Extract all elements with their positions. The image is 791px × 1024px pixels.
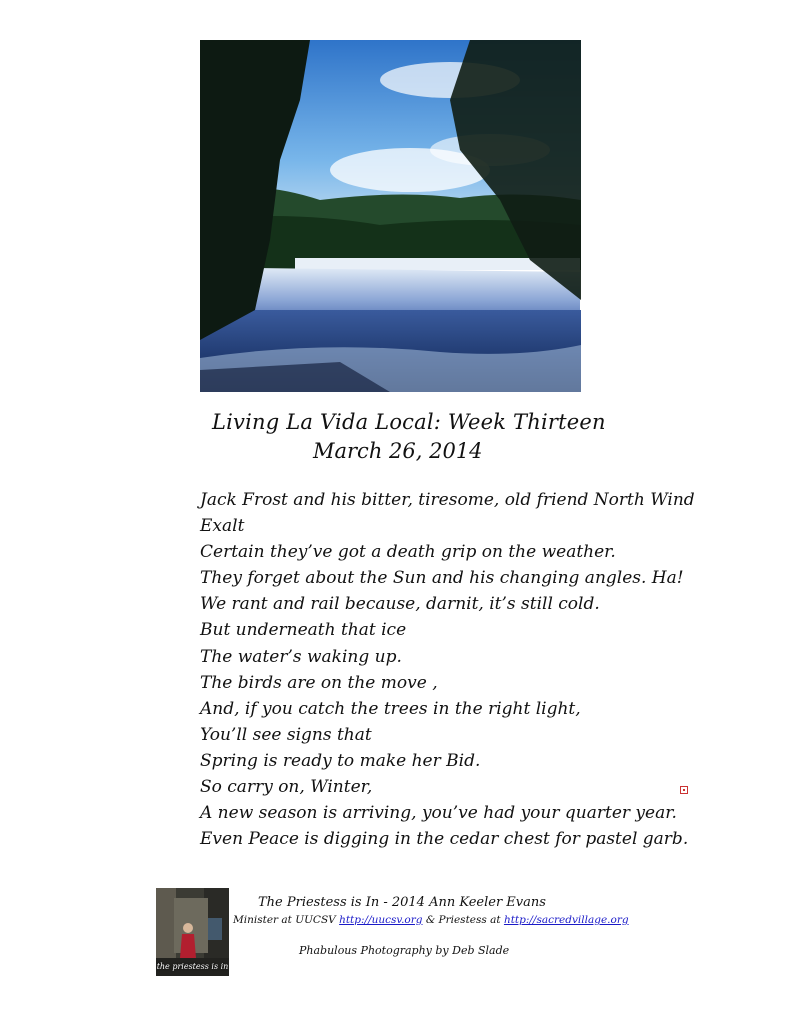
priestess-thumbnail — [156, 888, 229, 976]
poem-line: A new season is arriving, you’ve had your quarter year. — [200, 803, 677, 824]
page-title: Living La Vida Local: Week Thirteen — [212, 410, 606, 434]
minister-label: Minister at UUCSV — [233, 914, 336, 926]
waterfall-dam-icon — [200, 40, 581, 392]
poem-line: Spring is ready to make her Bid. — [200, 750, 481, 771]
page-date: March 26, 2014 — [313, 439, 483, 463]
poem-line: Certain they’ve got a death grip on the weather. — [200, 542, 616, 563]
footer-links — [233, 914, 629, 926]
poem-line: So carry on, Winter, — [200, 777, 373, 798]
waterfall-photo — [200, 40, 581, 392]
poem-line: Even Peace is digging in the cedar chest for pastel garb. — [200, 829, 689, 850]
poem-line: Jack Frost and his bitter, tiresome, old friend North Wind — [200, 490, 695, 510]
thumbnail-caption: the priestess is in — [156, 962, 229, 971]
poem — [200, 487, 695, 852]
uucsv-link[interactable]: http://uucsv.org — [339, 914, 423, 926]
photo-credit: Phabulous Photography by Deb Slade — [299, 944, 510, 957]
poem-line: We rant and rail because, darnit, it’s still cold. — [200, 594, 600, 615]
priestess-label: & Priestess at — [422, 914, 504, 926]
footer-title: The Priestess is In - 2014 Ann Keeler Evans — [258, 895, 546, 910]
poem-line: The water’s waking up. — [200, 646, 402, 667]
anchor-marker-icon[interactable] — [680, 786, 688, 794]
poem-line: They forget about the Sun and his changing angles. Ha! — [200, 568, 684, 589]
poem-line: But underneath that ice — [200, 620, 407, 641]
poem-line: Exalt — [200, 516, 245, 537]
poem-line: The birds are on the move , — [200, 672, 438, 693]
poem-line: And, if you catch the trees in the right light, — [200, 698, 581, 719]
sacredvillage-link[interactable]: http://sacredvillage.org — [503, 914, 629, 926]
poem-line: You’ll see signs that — [200, 724, 372, 745]
